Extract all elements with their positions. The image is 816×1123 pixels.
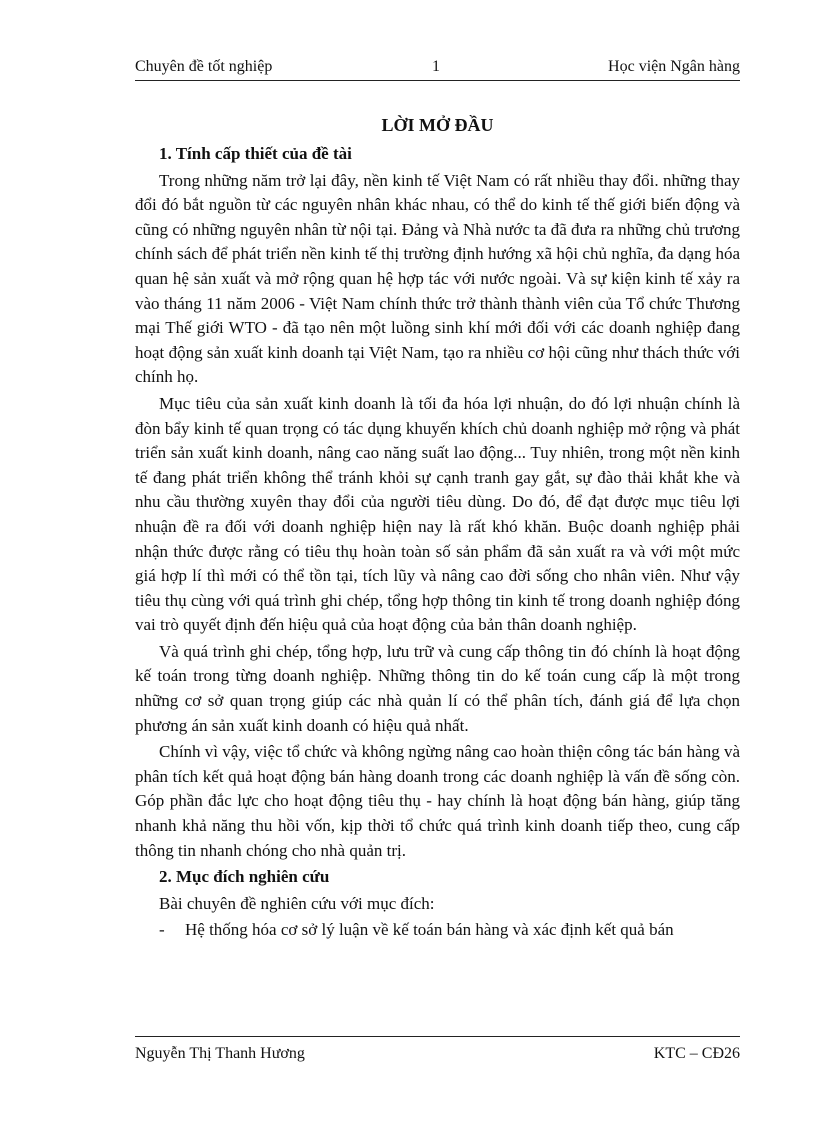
document-title: LỜI MỞ ĐẦU (381, 115, 494, 135)
list-item (135, 918, 740, 943)
header-institution: Học viện Ngân hàng (608, 58, 740, 75)
document-body (135, 112, 740, 943)
paragraph: Trong những năm trở lại đây, nền kinh tế Việt Nam có rất nhiều thay đổi. những thay đổi đó bắt nguồn từ các nguyên nhân khác nhau, có thể do kinh tế thế giới biến động và cũng có những nguyên nhân từ nội tại. Đảng và Nhà nước ta đã đưa ra những chủ trương chính sách để phát triển nền kinh tế thị trường định hướng xã hội chủ nghĩa, đa dạng hóa quan hệ sản xuất và mở rộng quan hệ hợp tác với nước ngoài. Và sự kiện kinh tế xảy ra vào tháng 11 năm 2006 - Việt Nam chính thức trở thành thành viên của Tổ chức Thương mại Thế giới WTO - đã tạo nên một luồng sinh khí mới đối với các doanh nghiệp đang hoạt động sản xuất kinh doanh tại Việt Nam, tạo ra nhiều cơ hội cũng như thách thức với chính họ. (135, 170, 740, 387)
header-page-number: 1 (432, 58, 440, 75)
section-heading-purpose: 2. Mục đích nghiên cứu (159, 867, 330, 887)
header-document-type: Chuyên đề tốt nghiệp (135, 58, 273, 75)
list-item-text: Hệ thống hóa cơ sở lý luận về kế toán bán hàng và xác định kết quả bán (185, 920, 674, 940)
footer-author: Nguyễn Thị Thanh Hương (135, 1045, 305, 1062)
bullet-dash: - (159, 920, 165, 940)
paragraph: Và quá trình ghi chép, tổng hợp, lưu trữ và cung cấp thông tin đó chính là hoạt động kế toán trong từng doanh nghiệp. Những thông tin do kế toán cung cấp là một trong những cơ sở quan trọng giúp các nhà quản lí có thể phân tích, đánh giá để lựa chọn phương án sản xuất kinh doanh có hiệu quả nhất. (135, 641, 740, 735)
page-header (135, 58, 740, 81)
paragraph: Chính vì vậy, việc tổ chức và không ngừng nâng cao hoàn thiện công tác bán hàng và phân tích kết quả hoạt động bán hàng doanh trong các doanh nghiệp là vấn đề sống còn. Góp phần đắc lực cho hoạt động tiêu thụ - hay chính là hoạt động bán hàng, giúp tăng nhanh khả năng thu hồi vốn, kịp thời tổ chức quá trình kinh doanh tiếp theo, cung cấp thông tin nhanh chóng cho nhà quản trị. (135, 742, 740, 860)
footer-class-code: KTC – CĐ26 (653, 1045, 740, 1062)
section-heading-urgency: 1. Tính cấp thiết của đề tài (159, 144, 352, 163)
purpose-intro: Bài chuyên đề nghiên cứu với mục đích: (159, 893, 435, 913)
page-footer (135, 1036, 740, 1061)
paragraph: Mục tiêu của sản xuất kinh doanh là tối đa hóa lợi nhuận, do đó lợi nhuận chính là đòn bẩy kinh tế quan trọng có tác dụng khuyến khích chủ doanh nghiệp mở rộng và phát triển sản xuất kinh doanh, nâng cao năng suất lao động... Tuy nhiên, trong một nền kinh tế đang phát triển không thể tránh khỏi sự cạnh tranh gay gắt, sự đào thải khắt khe và nhu cầu thường xuyên thay đổi của người tiêu dùng. Do đó, để đạt được mục tiêu lợi nhuận đề ra đối với doanh nghiệp hiện nay là rất khó khăn. Buộc doanh nghiệp phải nhận thức được rằng có tiêu thụ hoàn toàn số sản phẩm đã sản xuất ra và với một mức giá hợp lí thì mới có thể tồn tại, tích lũy và nâng cao đời sống cho nhân viên. Như vậy tiêu thụ cùng với quá trình ghi chép, tổng hợp thông tin kinh tế trong doanh nghiệp đóng vai trò quyết định đến hiệu quả của hoạt động của bản thân doanh nghiệp. (135, 393, 740, 635)
